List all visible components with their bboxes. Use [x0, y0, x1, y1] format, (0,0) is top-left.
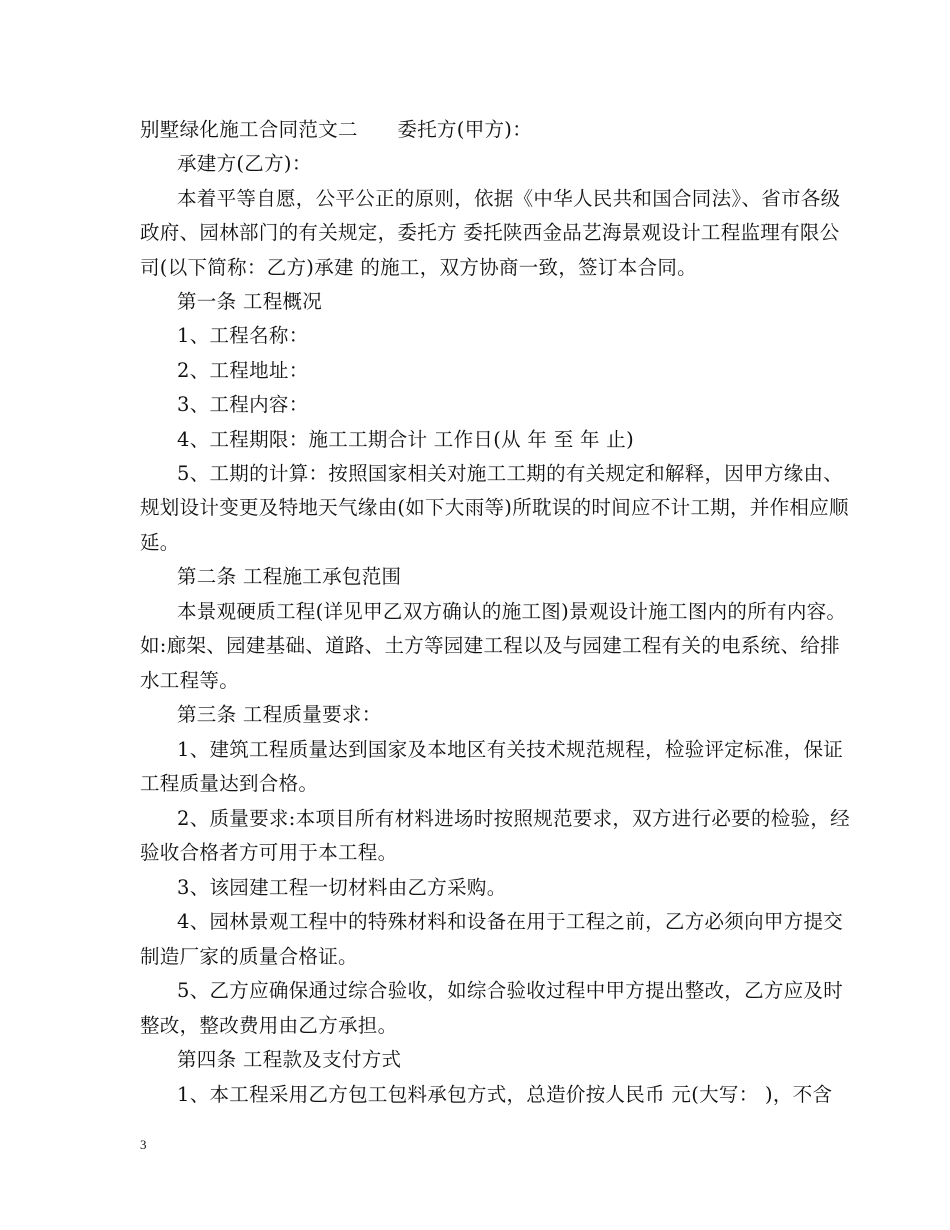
paragraph-line: 2、质量要求:本项目所有材料进场时按照规范要求，双方进行必要的检验，经 — [177, 807, 850, 830]
paragraph-line: 1、工程名称： — [177, 324, 309, 347]
paragraph-line: 1、建筑工程质量达到国家及本地区有关技术规范规程，检验评定标准，保证 — [177, 738, 844, 761]
paragraph-line: 4、园林景观工程中的特殊材料和设备在用于工程之前，乙方必须向甲方提交 — [177, 910, 844, 933]
paragraph-line: 延。 — [140, 531, 180, 554]
paragraph-line: 本景观硬质工程(详见甲乙双方确认的施工图)景观设计施工图内的所有内容。 — [177, 600, 847, 623]
paragraph-line: 水工程等。 — [140, 669, 240, 692]
paragraph-line: 5、工期的计算：按照国家相关对施工工期的有关规定和解释，因甲方缘由、 — [177, 462, 844, 485]
article-heading: 第三条 工程质量要求： — [177, 703, 382, 726]
paragraph-line: 本着平等自愿，公平公正的原则，依据《中华人民共和国合同法》、省市各级 — [177, 187, 841, 210]
paragraph-line: 1、本工程采用乙方包工包料承包方式，总造价按人民币 元(大写： )，不含 — [177, 1083, 833, 1106]
paragraph-line: 5、乙方应确保通过综合验收，如综合验收过程中甲方提出整改，乙方应及时 — [177, 979, 844, 1002]
article-heading: 第四条 工程款及支付方式 — [177, 1048, 402, 1071]
paragraph-line: 整改，整改费用由乙方承担。 — [140, 1014, 398, 1037]
document-title-line: 别墅绿化施工合同范文二 委托方(甲方)： — [140, 118, 533, 141]
contractor-party-line: 承建方(乙方)： — [177, 152, 312, 175]
paragraph-line: 3、该园建工程一切材料由乙方采购。 — [177, 876, 507, 899]
paragraph-line: 2、工程地址： — [177, 359, 309, 382]
page-number: 3 — [140, 1137, 147, 1152]
paragraph-line: 3、工程内容： — [177, 393, 309, 416]
article-heading: 第二条 工程施工承包范围 — [177, 565, 402, 588]
paragraph-line: 4、工程期限：施工工期合计 工作日(从 年 至 年 止) — [177, 428, 635, 451]
paragraph-line: 规划设计变更及特地天气缘由(如下大雨等)所耽误的时间应不计工期，并作相应顺 — [140, 496, 849, 519]
paragraph-line: 制造厂家的质量合格证。 — [140, 945, 358, 968]
article-heading: 第一条 工程概况 — [177, 290, 323, 313]
paragraph-line: 工程质量达到合格。 — [140, 772, 319, 795]
paragraph-line: 如:廊架、园建基础、道路、土方等园建工程以及与园建工程有关的电系统、给排 — [140, 634, 840, 657]
paragraph-line: 验收合格者方可用于本工程。 — [140, 841, 398, 864]
paragraph-line: 政府、园林部门的有关规定，委托方 委托陕西金品艺海景观设计工程监理有限公 — [140, 221, 840, 244]
paragraph-line: 司(以下简称：乙方)承建 的施工，双方协商一致，签订本合同。 — [140, 256, 697, 279]
